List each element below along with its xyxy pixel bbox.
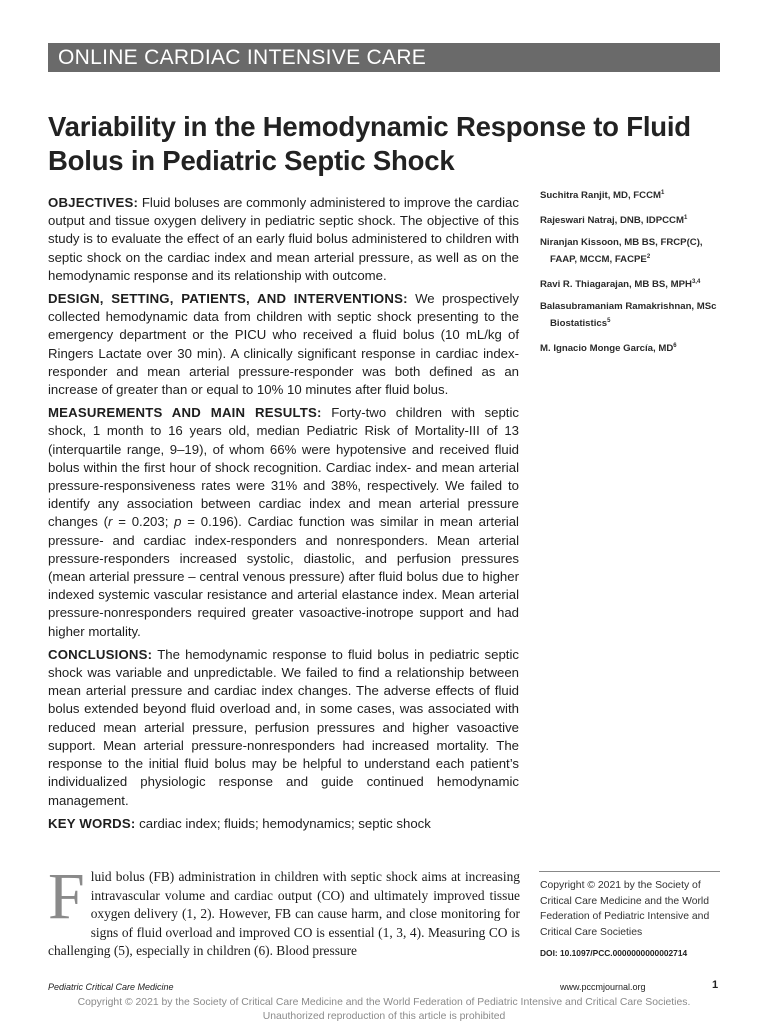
objectives-heading: OBJECTIVES: bbox=[48, 195, 139, 210]
abstract-conclusions bbox=[48, 646, 519, 810]
conclusions-text: The hemodynamic response to fluid bolus in pediatric septic shock was variable and unpredictable. We failed to find a relationship between mean arterial pressure and cardiac index changes. The adverse effects of fluid bolus extended beyond fluid overload and, in some cases, was associated with reduced mean arterial pressure, perfusion pressures and higher vasoactive support. Mean arterial pressure-nonresponders had increased mortality. The response to the initial fluid bolus may be helpful to understand each patient’s individualized physiologic response and guide continued hemodynamic management. bbox=[48, 646, 519, 808]
watermark-line-2: Unauthorized reproduction of this article is prohibited bbox=[262, 1011, 506, 1022]
copyright-notice: Copyright © 2021 by the Society of Critical Care Medicine and the World Federation of Pediatric Intensive and Critical Care Societies bbox=[540, 880, 710, 938]
author-name: Rajeswari Natraj, DNB, IDPCCM bbox=[540, 215, 684, 226]
author-affiliation: 3,4 bbox=[691, 279, 701, 285]
author-name: Suchitra Ranjit, MD, FCCM bbox=[540, 190, 661, 201]
author-name: Balasubramaniam Ramakrishnan, MSc Biostatistics bbox=[540, 301, 717, 329]
footer-url-link[interactable]: www.pccmjournal.org bbox=[560, 982, 646, 992]
author-item bbox=[540, 300, 730, 331]
author-item bbox=[540, 186, 730, 203]
p-symbol: p bbox=[174, 514, 182, 530]
sidebar-divider bbox=[539, 871, 720, 872]
author-item bbox=[540, 236, 730, 267]
conclusions-heading: CONCLUSIONS: bbox=[48, 646, 153, 662]
measurements-heading: MEASUREMENTS AND MAIN RESULTS: bbox=[48, 405, 322, 421]
author-name: Ravi R. Thiagarajan, MB BS, MPH bbox=[540, 279, 692, 290]
body-paragraph: luid bolus (FB) administration in children with septic shock aims at increasing intravascular volume and cardiac output (CO) and ultimately improved tissue oxygen delivery (1, 2). However, FB can cause harm, and close monitoring for signs of fluid overload and improved CO is essential (1, 3, 4). Measuring CO is challenging (5), especially in children (6). Blood pressure bbox=[48, 869, 520, 959]
r-symbol: r bbox=[108, 514, 113, 530]
author-item bbox=[540, 211, 730, 228]
body-text bbox=[48, 860, 520, 961]
abstract bbox=[48, 194, 519, 838]
drop-cap: F bbox=[48, 860, 85, 933]
author-affiliation: 6 bbox=[673, 343, 677, 349]
design-text: We prospectively collected hemodynamic data from children with septic shock presenting to the emergency department or the PICU who received a fluid bolus (10 mL/kg of Ringers Lactate over 30 min). A clinically significant response in cardiac index-responder and mean arterial pressure-responder was both defined as an increase of greater than or equal to 10% 10 minutes after fluid bolus. bbox=[48, 291, 519, 398]
author-affiliation: 2 bbox=[646, 254, 651, 260]
author-item bbox=[540, 339, 730, 356]
abstract-objectives bbox=[48, 194, 519, 285]
author-list bbox=[540, 186, 730, 364]
watermark-line-1: Copyright © 2021 by the Society of Critical Care Medicine and the World Federation of Pediatric Intensive and Critical Care Societies. bbox=[77, 997, 691, 1008]
doi-link[interactable]: DOI: 10.1097/PCC.0000000000002714 bbox=[540, 948, 688, 958]
author-name: Niranjan Kissoon, MB BS, FRCP(C), FAAP, MCCM, FACPE bbox=[540, 237, 703, 265]
measurements-text-3: = 0.196). Cardiac function was similar in mean arterial pressure- and cardiac index-responders and nonresponders. Mean arterial pressure-responders increased systolic, diastolic, and perfusion pressures (mean arterial pressure – central venous pressure) after fluid bolus due to higher indexed systemic vascular resistance and arterial elastance index. Mean arterial pressure-nonresponders required greater vasoactive-inotrope support and had higher mortality. bbox=[48, 514, 519, 639]
author-item bbox=[540, 275, 730, 292]
author-name: M. Ignacio Monge García, MD bbox=[540, 343, 674, 354]
objectives-text: Fluid boluses are commonly administered to improve the cardiac output and tissue oxygen delivery in pediatric septic shock. The objective of this study is to evaluate the effect of an early fluid bolus administered to children with septic shock on the cardiac index and mean arterial pressure, as well as on the hemodynamic response and its relationship with outcome. bbox=[48, 195, 519, 283]
page-number: 1 bbox=[712, 979, 719, 991]
measurements-text-1: Forty-two children with septic shock, 1 month to 16 years old, median Pediatric Risk of Mortality-III of 13 (interquartile range, 9–19), of whom 66% were hypotensive and received fluid bolus within the first hour of shock recognition. Cardiac index- and mean arterial pressure-responsiveness rates were 31% and 38%, respectively. We failed to identify any association between cardiac index and mean arterial pressure changes ( bbox=[48, 405, 519, 530]
design-heading: DESIGN, SETTING, PATIENTS, AND INTERVENTIONS: bbox=[48, 291, 408, 307]
footer-journal-name: Pediatric Critical Care Medicine bbox=[48, 982, 174, 992]
copyright-watermark bbox=[0, 996, 768, 1024]
section-banner: ONLINE CARDIAC INTENSIVE CARE bbox=[48, 43, 720, 72]
abstract-design bbox=[48, 290, 519, 399]
author-affiliation: 5 bbox=[607, 318, 611, 324]
author-affiliation: 1 bbox=[661, 190, 665, 196]
measurements-text-2: = 0.203; bbox=[112, 514, 175, 530]
article-title: Variability in the Hemodynamic Response to Fluid Bolus in Pediatric Septic Shock bbox=[48, 111, 691, 176]
keywords-text: cardiac index; fluids; hemodynamics; septic shock bbox=[135, 815, 431, 831]
abstract-keywords bbox=[48, 815, 519, 833]
keywords-heading: KEY WORDS: bbox=[48, 815, 136, 831]
author-affiliation: 1 bbox=[683, 215, 688, 221]
abstract-measurements bbox=[48, 404, 519, 641]
